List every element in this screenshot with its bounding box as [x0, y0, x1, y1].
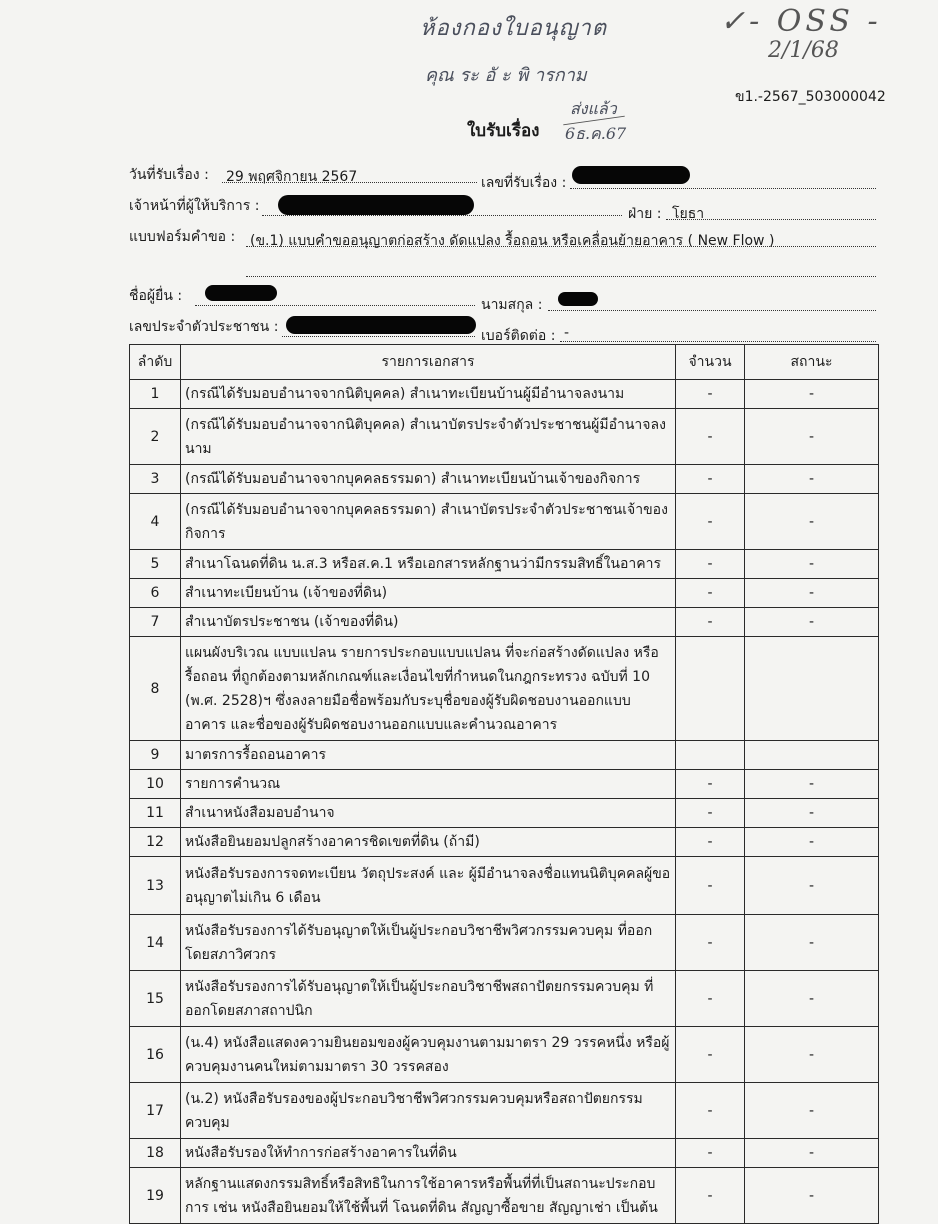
table-row: [130, 828, 879, 857]
row-item: แผนผังบริเวณ แบบแปลน รายการประกอบแบบแปลน ที่จะก่อสร้างดัดแปลง หรือรื้อถอน ที่ถูกต้องตามหลักเกณฑ์และเงื่อนไขที่กำหนดในกฎกระทรวง ฉบับที่ 10 (พ.ศ. 2528)ฯ ซึ่งลงลายมือชื่อพร้อมกับระบุชื่อของผู้รับผิดชอบงานออกแบบอาคาร และชื่อของผู้รับผิดชอบงานออกแบบและคำนวณอาคาร: [181, 637, 676, 741]
redaction-surname: [558, 292, 598, 306]
row-qty: -: [676, 971, 745, 1027]
received-date-value: 29 พฤศจิกายน 2567: [226, 169, 358, 185]
row-qty: -: [676, 494, 745, 550]
row-status: -: [745, 608, 879, 637]
form-type-label: แบบฟอร์มคำขอ :: [129, 229, 236, 245]
row-qty: -: [676, 1139, 745, 1168]
officer-label: เจ้าหน้าที่ผู้ให้บริการ :: [129, 198, 260, 214]
row-no: 18: [130, 1139, 181, 1168]
row-no: 15: [130, 971, 181, 1027]
row-no: 5: [130, 550, 181, 579]
form-type-value: (ข.1) แบบคำขออนุญาตก่อสร้าง ดัดแปลง รื้อถอน หรือเคลื่อนย้ายอาคาร ( New Flow ): [250, 233, 775, 249]
row-item: มาตรการรื้อถอนอาคาร: [181, 741, 676, 770]
table-row: [130, 1027, 879, 1083]
row-status: -: [745, 409, 879, 465]
received-date-label: วันที่รับเรื่อง :: [129, 167, 209, 183]
row-status: -: [745, 465, 879, 494]
row-qty: -: [676, 770, 745, 799]
header-qty: จำนวน: [676, 345, 745, 380]
handwritten-sign-top: ส่งแล้ว: [570, 99, 617, 118]
table-row: [130, 579, 879, 608]
row-qty: -: [676, 915, 745, 971]
handwritten-oss-mark: ✓- OSS -: [720, 4, 882, 39]
row-qty: -: [676, 380, 745, 409]
handwritten-note-second: คุณ ระ อั ะ พิ ารกาม: [425, 65, 587, 86]
header-item: รายการเอกสาร: [181, 345, 676, 380]
row-no: 1: [130, 380, 181, 409]
row-status: -: [745, 579, 879, 608]
row-no: 11: [130, 799, 181, 828]
row-status: -: [745, 828, 879, 857]
row-item: (น.2) หนังสือรับรองของผู้ประกอบวิชาชีพวิศวกรรมควบคุมหรือสถาปัตยกรรมควบคุม: [181, 1083, 676, 1139]
receipt-no-label: เลขที่รับเรื่อง :: [481, 175, 567, 191]
table-header-row: [130, 345, 879, 380]
row-qty: [676, 637, 745, 741]
table-row: [130, 770, 879, 799]
row-item: (น.4) หนังสือแสดงความยินยอมของผู้ควบคุมงานตามมาตรา 29 วรรคหนึ่ง หรือผู้ควบคุมงานคนใหม่ตามมาตรา 30 วรรคสอง: [181, 1027, 676, 1083]
table-row: [130, 741, 879, 770]
row-item: สำเนาโฉนดที่ดิน น.ส.3 หรือส.ค.1 หรือเอกสารหลักฐานว่ามีกรรมสิทธิ์ในอาคาร: [181, 550, 676, 579]
row-item: สำเนาทะเบียนบ้าน (เจ้าของที่ดิน): [181, 579, 676, 608]
row-status: [745, 637, 879, 741]
row-item: (กรณีได้รับมอบอำนาจจากบุคคลธรรมดา) สำเนาทะเบียนบ้านเจ้าของกิจการ: [181, 465, 676, 494]
phone-label: เบอร์ติดต่อ :: [481, 328, 556, 344]
row-no: 4: [130, 494, 181, 550]
document-number: ข1.-2567_503000042: [735, 89, 886, 105]
table-row: [130, 380, 879, 409]
table-row: [130, 857, 879, 915]
row-no: 10: [130, 770, 181, 799]
table-row: [130, 637, 879, 741]
table-row: [130, 1139, 879, 1168]
row-item: หลักฐานแสดงกรรมสิทธิ์หรือสิทธิในการใช้อาคารหรือพื้นที่ที่เป็นสถานะประกอบการ เช่น หนังสือยินยอมให้ใช้พื้นที่ โฉนดที่ดิน สัญญาซื้อขาย สัญญาเช่า เป็นต้น: [181, 1168, 676, 1224]
redaction-receipt-no: [572, 166, 690, 184]
row-no: 6: [130, 579, 181, 608]
applicant-label: ชื่อผู้ยื่น :: [129, 288, 183, 304]
table-row: [130, 465, 879, 494]
row-item: (กรณีได้รับมอบอำนาจจากบุคคลธรรมดา) สำเนาบัตรประจำตัวประชาชนเจ้าของกิจการ: [181, 494, 676, 550]
row-no: 3: [130, 465, 181, 494]
row-item: (กรณีได้รับมอบอำนาจจากนิติบุคคล) สำเนาทะเบียนบ้านผู้มีอำนาจลงนาม: [181, 380, 676, 409]
row-item: หนังสือรับรองการได้รับอนุญาตให้เป็นผู้ประกอบวิชาชีพวิศวกรรมควบคุม ที่ออกโดยสภาวิศวกร: [181, 915, 676, 971]
row-status: -: [745, 380, 879, 409]
table-row: [130, 409, 879, 465]
row-qty: -: [676, 409, 745, 465]
header-no: ลำดับ: [130, 345, 181, 380]
row-status: -: [745, 799, 879, 828]
row-no: 17: [130, 1083, 181, 1139]
handwritten-sign-bottom: 6ธ.ค.67: [565, 124, 627, 143]
table-row: [130, 915, 879, 971]
row-no: 7: [130, 608, 181, 637]
row-no: 16: [130, 1027, 181, 1083]
surname-label: นามสกุล :: [481, 297, 543, 313]
row-qty: -: [676, 799, 745, 828]
table-row: [130, 971, 879, 1027]
row-status: -: [745, 1168, 879, 1224]
row-item: รายการคำนวณ: [181, 770, 676, 799]
document-checklist-table: [129, 344, 879, 1224]
row-qty: [676, 741, 745, 770]
row-status: -: [745, 770, 879, 799]
row-item: หนังสือรับรองการจดทะเบียน วัตถุประสงค์ และ ผู้มีอำนาจลงชื่อแทนนิติบุคคลผู้ขออนุญาตไม่เกิน 6 เดือน: [181, 857, 676, 915]
row-item: หนังสือยินยอมปลูกสร้างอาคารชิดเขตที่ดิน (ถ้ามี): [181, 828, 676, 857]
table-row: [130, 799, 879, 828]
row-item: (กรณีได้รับมอบอำนาจจากนิติบุคคล) สำเนาบัตรประจำตัวประชาชนผู้มีอำนาจลงนาม: [181, 409, 676, 465]
row-item: สำเนาหนังสือมอบอำนาจ: [181, 799, 676, 828]
row-qty: -: [676, 828, 745, 857]
row-qty: -: [676, 579, 745, 608]
department-label: ฝ่าย :: [628, 206, 662, 222]
row-status: -: [745, 857, 879, 915]
row-qty: -: [676, 465, 745, 494]
handwritten-oss-date: 2/1/68: [768, 38, 839, 63]
row-item: หนังสือรับรองให้ทำการก่อสร้างอาคารในที่ดิน: [181, 1139, 676, 1168]
row-no: 12: [130, 828, 181, 857]
row-no: 13: [130, 857, 181, 915]
row-status: -: [745, 915, 879, 971]
form-type-field: [246, 230, 876, 247]
row-no: 9: [130, 741, 181, 770]
row-qty: -: [676, 608, 745, 637]
row-no: 2: [130, 409, 181, 465]
phone-field: [560, 325, 876, 342]
phone-value: -: [564, 325, 570, 341]
redaction-id: [286, 316, 476, 334]
row-status: -: [745, 1083, 879, 1139]
department-field: [666, 203, 876, 220]
row-status: -: [745, 1139, 879, 1168]
row-no: 8: [130, 637, 181, 741]
table-row: [130, 1083, 879, 1139]
row-status: -: [745, 494, 879, 550]
redaction-officer: [278, 195, 474, 215]
form-type-field-continued: [246, 260, 876, 277]
page-title: ใบรับเรื่อง: [467, 121, 540, 141]
redaction-applicant: [205, 285, 277, 301]
row-item: หนังสือรับรองการได้รับอนุญาตให้เป็นผู้ประกอบวิชาชีพสถาปัตยกรรมควบคุม ที่ออกโดยสภาสถาปนิก: [181, 971, 676, 1027]
row-status: [745, 741, 879, 770]
row-qty: -: [676, 1083, 745, 1139]
row-qty: -: [676, 857, 745, 915]
header-status: สถานะ: [745, 345, 879, 380]
handwritten-note-top: ห้องกองใบอนุญาต: [420, 16, 608, 41]
row-qty: -: [676, 1168, 745, 1224]
row-status: -: [745, 550, 879, 579]
row-status: -: [745, 971, 879, 1027]
row-no: 19: [130, 1168, 181, 1224]
department-value: โยธา: [672, 206, 705, 222]
table-row: [130, 550, 879, 579]
row-qty: -: [676, 1027, 745, 1083]
row-status: -: [745, 1027, 879, 1083]
row-qty: -: [676, 550, 745, 579]
table-row: [130, 1168, 879, 1224]
row-item: สำเนาบัตรประชาชน (เจ้าของที่ดิน): [181, 608, 676, 637]
table-row: [130, 608, 879, 637]
received-date-field: [222, 166, 477, 183]
id-label: เลขประจำตัวประชาชน :: [129, 319, 279, 335]
table-row: [130, 494, 879, 550]
row-no: 14: [130, 915, 181, 971]
